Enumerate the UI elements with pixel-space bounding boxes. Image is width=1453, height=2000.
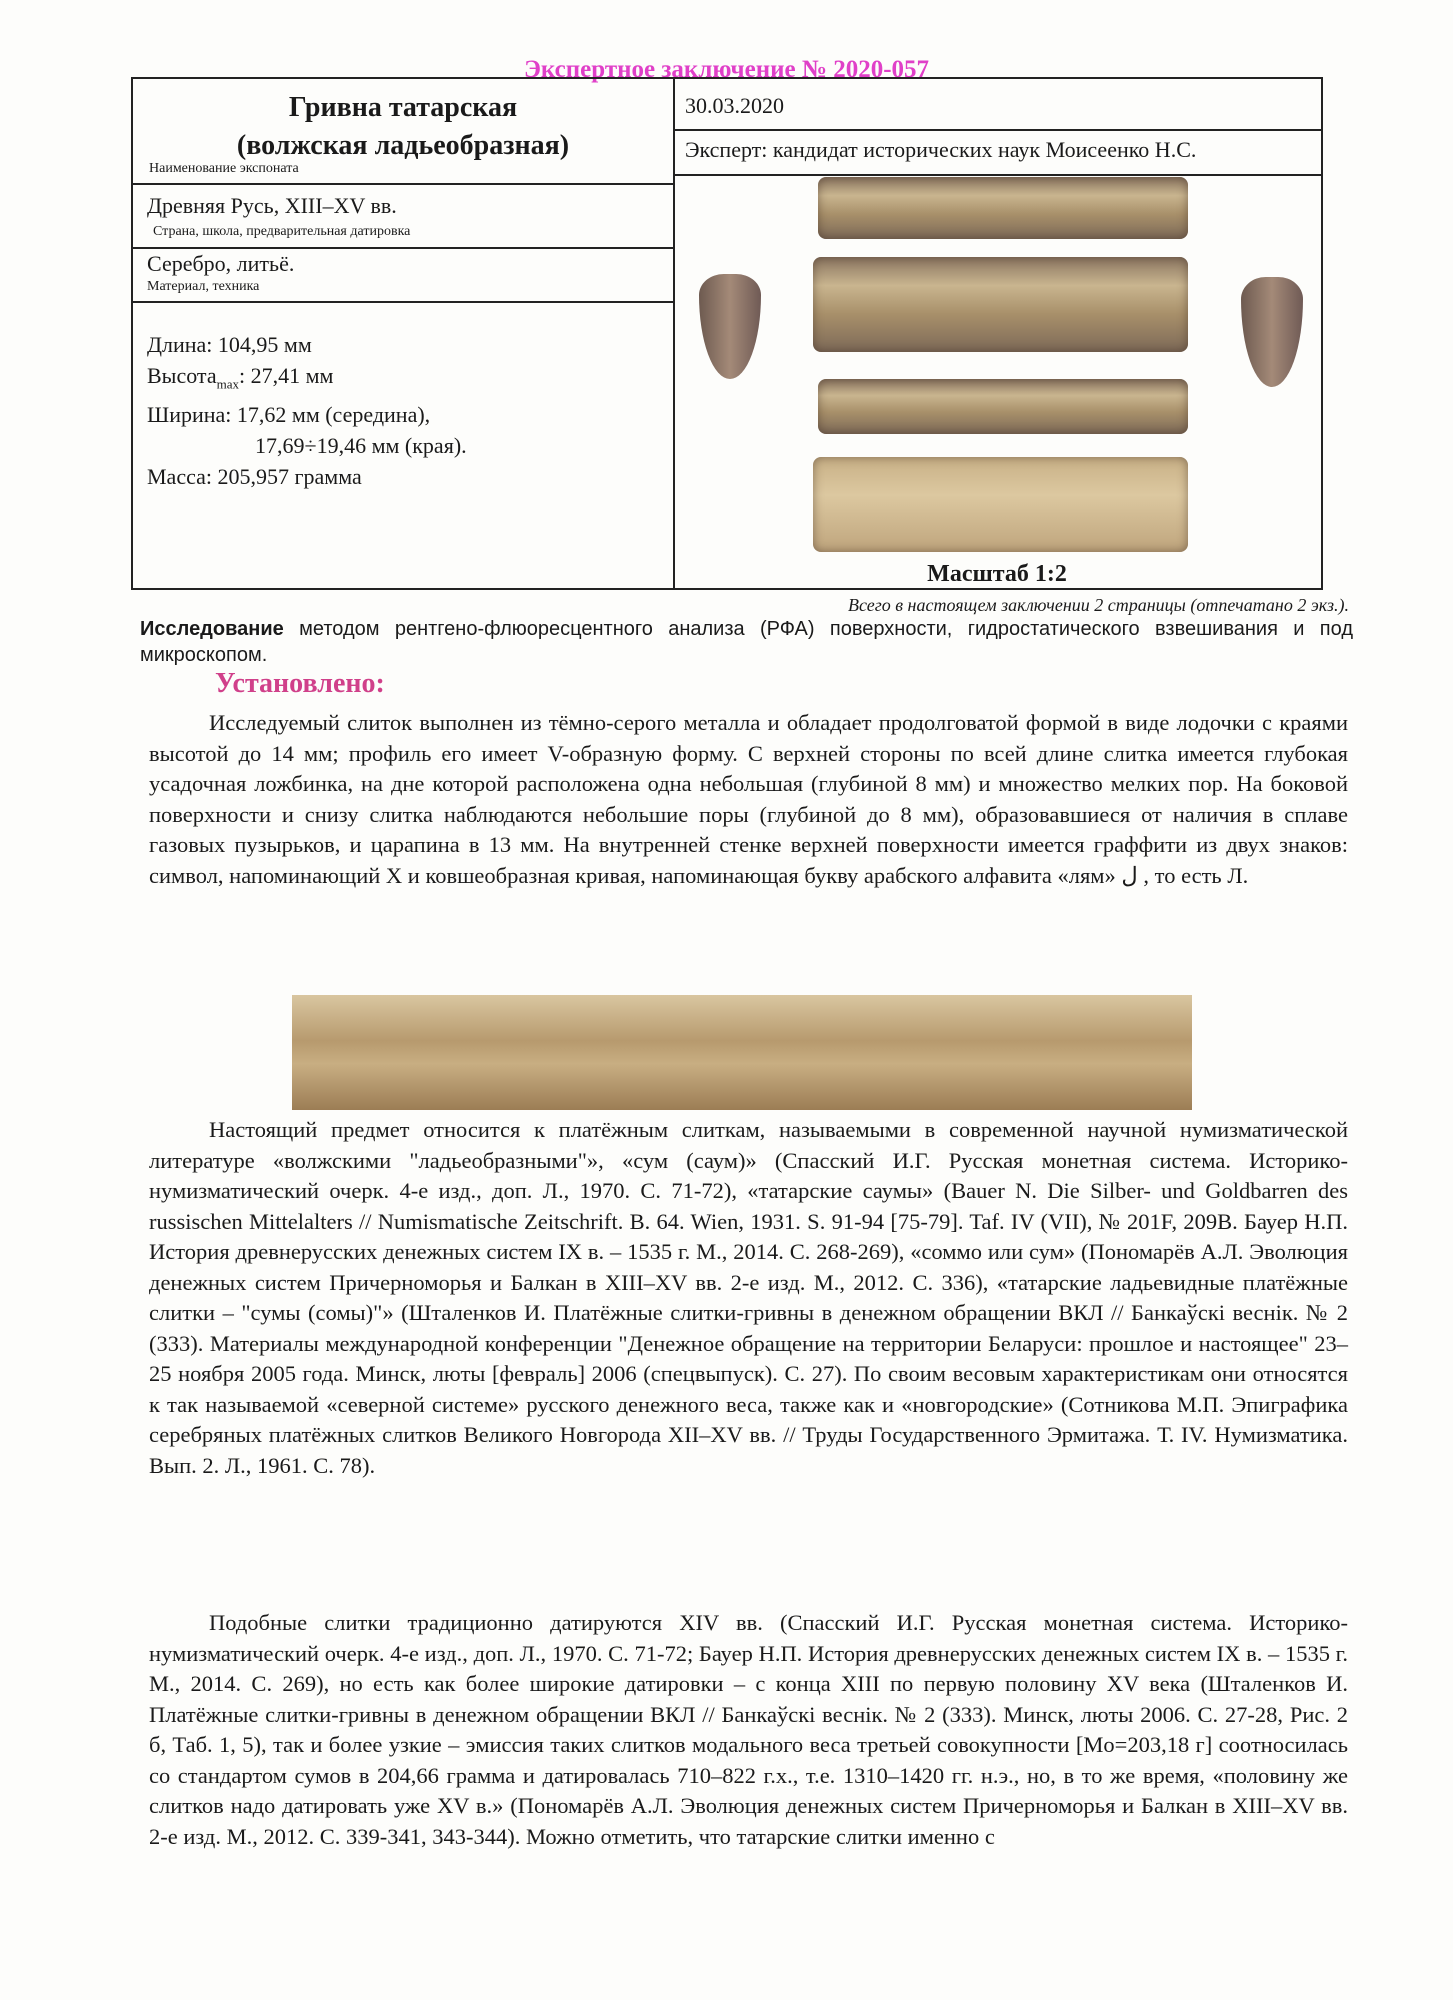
expert-value: Эксперт: кандидат исторических наук Моисеенко Н.С. [685,137,1197,162]
exhibit-name-caption: Наименование экспоната [149,161,299,176]
ingot-photo-side [813,257,1188,352]
column-divider [673,79,675,588]
graffiti-photo [292,995,1192,1110]
origin-value: Древняя Русь, XIII–XV вв. [147,193,397,218]
width-edges-value: 17,69÷19,46 мм (края). [255,433,467,459]
row-divider [133,183,673,185]
document-title: Экспертное заключение № 2020-057 [523,56,930,83]
length-value: Длина: 104,95 мм [147,332,312,357]
pages-note: Всего в настоящем заключении 2 страницы (отпечатано 2 экз.). [847,595,1349,615]
height-value: Высота$_{max}$: 27,41 мм [147,363,334,392]
scale-label: Масштаб 1:2 [927,561,1067,587]
exhibit-name-line1: Гривна татарская [288,92,518,123]
row-divider [673,129,1321,131]
paragraph-dating: Подобные слитки традиционно датируются XIV вв. (Спасский И.Г. Русская монетная система. Историко-нумизматический очерк. 4-е изд., доп. Л., 1970. С. 71-72; Бауер Н.П. История древнерусских денежных систем IX в. – 1535 г. М., 2014. С. 269), но есть как более широкие датировки – с конца XIII по первую половину XV века (Шталенков И. Платёжные слитки-гривны в денежном обращении ВКЛ // Банкаўскі веснік. № 2 (333). Минск, люты 2006. С. 27-28, Рис. 2 б, Таб. 1, 5), так и более узкие – эмиссия таких слитков модального веса третьей совокупности [Mo=203,18 г] соотносилась со стандартом сумов в 204,66 грамма и датировалась 710–822 г.х., т.е. 1310–1420 гг. н.э., но, в то же время, «половину же слитков надо датировать уже XV в.» (Пономарёв А.Л. Эволюция денежных систем Причерноморья и Балкан в XIII–XV вв. 2-е изд. М., 2012. С. 339-341, 343-344). Можно отметить, что татарские слитки именно с [149,1610,1348,1849]
research-method: Исследование методом рентгено-флюоресцентного анализа (РФА) поверхности, гидростатического взвешивания и под микроскопом. [140,618,1353,666]
date-value: 30.03.2020 [685,93,784,118]
origin-caption: Страна, школа, предварительная датировка [153,224,411,239]
row-divider [133,247,673,249]
ingot-photo-top [818,177,1188,239]
ingot-photo-bottom [818,379,1188,434]
mass-value: Масса: 205,957 грамма [147,464,362,490]
ingot-end-photo-right [1241,277,1303,387]
info-table [131,77,1323,590]
paragraph-description: Исследуемый слиток выполнен из тёмно-серого металла и обладает продолговатой формой в виде лодочки с краями высотой до 14 мм; профиль его имеет V-образную форму. С верхней стороны по всей длине слитка имеется глубокая усадочная ложбинка, на дне которой расположена одна небольшая (глубиной 8 мм) и множество мелких пор. На боковой поверхности и снизу слитка наблюдаются небольшие поры (глубиной до 8 мм), образовавшиеся от наличия в сплаве газовых пузырьков, и царапина в 13 мм. На внутренней стенке верхней поверхности имеется граффити из двух знаков: символ, напоминающий Х и ковшеобразная кривая, напоминающая букву арабского алфавита «лям» ل , то есть Л. [149,710,1348,888]
material-caption: Материал, техника [147,279,260,294]
row-divider [673,174,1321,176]
ingot-photo-side2 [813,457,1188,552]
width-value: Ширина: 17,62 мм (середина), [147,402,431,428]
material-value: Серебро, литьё. [147,251,295,276]
row-divider [133,301,673,303]
exhibit-name-line2: (волжская ладьеобразная) [236,130,570,161]
paragraph-classification: Настоящий предмет относится к платёжным слиткам, называемыми в современной научной нумизматической литературе «волжскими "ладьеобразными"», «сум (саум)» (Спасский И.Г. Русская монетная система. Историко-нумизматический очерк. 4-е изд., доп. Л., 1970. С. 71-72), «татарские саумы» (Bauer N. Die Silber- und Goldbarren des russischen Mittelalters // Numismatische Zeitschrift. B. 64. Wien, 1931. S. 91-94 [75-79]. Taf. IV (VII), № 201F, 209B. Бауер Н.П. История древнерусских денежных систем IX в. – 1535 г. М., 2014. С. 268-269), «соммо или сум» (Пономарёв А.Л. Эволюция денежных систем Причерноморья и Балкан в XIII–XV вв. 2-е изд. М., 2012. С. 336), «татарские ладьевидные платёжные слитки – "сумы (сомы)"» (Шталенков И. Платёжные слитки-гривны в денежном обращении ВКЛ // Банкаўскі веснік. № 2 (333). Материалы международной конференции "Денежное обращение на территории Беларуси: прошлое и настоящее" 23–25 ноября 2005 года. Минск, люты [февраль] 2006 (спецвыпуск). С. 27). По своим весовым характеристикам они относятся к так называемой «северной системе» русского денежного веса, также как и «новгородские» (Сотникова М.П. Эпиграфика серебряных платёжных слитков Великого Новгорода XII–XV вв. // Труды Государственного Эрмитажа. Т. IV. Нумизматика. Вып. 2. Л., 1961. С. 78). [149,1117,1348,1478]
ingot-end-photo-left [699,274,761,379]
established-heading: Установлено: [215,668,385,699]
